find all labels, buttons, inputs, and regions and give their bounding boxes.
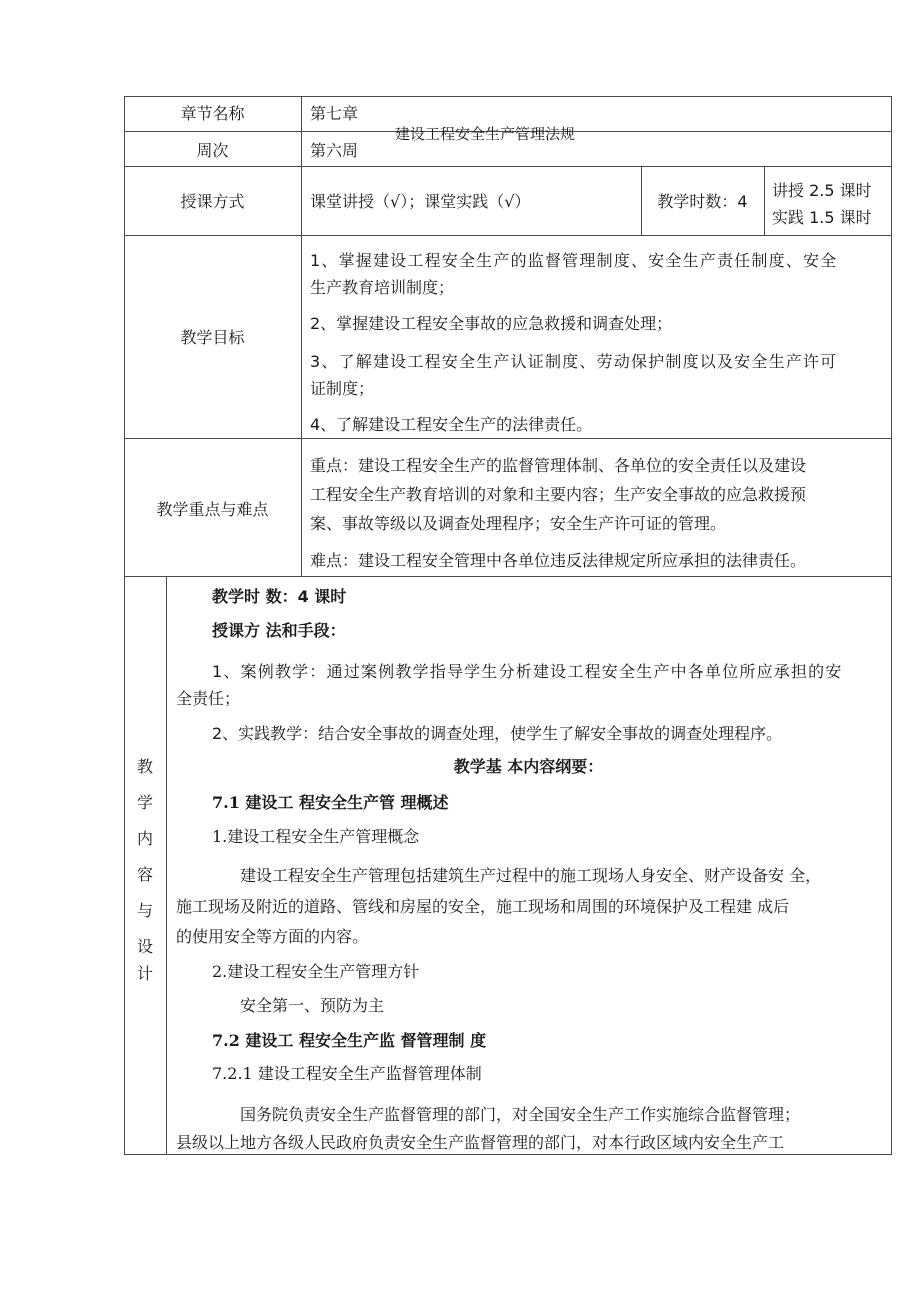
row-divider	[124, 576, 892, 577]
row-divider	[124, 438, 892, 439]
table-border-top	[124, 96, 892, 97]
row-divider	[124, 166, 892, 167]
table-border-left	[124, 96, 125, 1155]
week-value: 第六周	[310, 141, 359, 160]
content-label-char: 内	[136, 829, 153, 848]
section-7-2-title: 7.2 建设工 程安全生产监 督管理制 度	[212, 1031, 487, 1050]
method-label: 授课方式	[180, 192, 245, 211]
key-points-label: 教学重点与难点	[156, 500, 269, 519]
content-label-char: 计	[136, 964, 153, 983]
method-case-cont: 全责任；	[176, 689, 241, 708]
objective-line: 生产教育培训制度；	[310, 278, 455, 297]
objective-line: 4、了解建设工程安全生产的法律责任。	[310, 415, 593, 434]
detail-column-divider	[764, 166, 765, 235]
paragraph-line: 县级以上地方各级人民政府负责安全生产监督管理的部门，对本行政区域内安全生产工	[176, 1133, 785, 1152]
hours-label: 教学时数：4	[657, 192, 748, 211]
key-point-line: 案、事故等级以及调查处理程序；安全生产许可证的管理。	[310, 514, 727, 533]
table-border-bottom	[124, 1154, 892, 1155]
objective-line: 证制度；	[310, 379, 375, 398]
paragraph-line: 建设工程安全生产管理包括建筑生产过程中的施工现场人身安全、财产设备安 全，	[240, 866, 822, 885]
row-divider	[124, 235, 892, 236]
label-column-divider	[301, 96, 302, 576]
outline-title: 教学基 本内容纲要：	[453, 757, 604, 776]
chapter-label: 章节名称	[180, 104, 245, 123]
section-7-1-2: 2.建设工程安全生产管理方针	[212, 962, 420, 981]
method-case: 1、案例教学：通过案例教学指导学生分析建设工程安全生产中各单位所应承担的安	[212, 662, 843, 681]
objectives-label: 教学目标	[180, 328, 245, 347]
chapter-value: 第七章	[310, 104, 359, 123]
hours-lecture: 讲授 2.5 课时	[772, 181, 872, 200]
method-value: 课堂讲授（√）；课堂实践（√）	[310, 192, 531, 211]
difficulty-line: 难点：建设工程安全管理中各单位违反法律规定所应承担的法律责任。	[310, 551, 807, 570]
section-7-2-1: 7.2.1 建设工程安全生产监督管理体制	[212, 1064, 482, 1083]
content-label-char: 教	[136, 757, 153, 776]
content-label-char: 设	[136, 937, 153, 956]
section-7-1-1: 1.建设工程安全生产管理概念	[212, 827, 420, 846]
table-border-right	[891, 96, 892, 1155]
paragraph-line: 的使用安全等方面的内容。	[176, 927, 369, 946]
objective-line: 2、掌握建设工程安全事故的应急救援和调查处理；	[310, 314, 673, 333]
week-label: 周次	[196, 141, 229, 160]
teaching-hours: 教学时 数：4 课时	[212, 587, 347, 606]
paragraph-line: 国务院负责安全生产监督管理的部门，对全国安全生产工作实施综合监督管理；	[240, 1105, 801, 1124]
method-practice: 2、实践教学：结合安全事故的调查处理，使学生了解安全事故的调查处理程序。	[212, 724, 783, 743]
principle-text: 安全第一、预防为主	[240, 996, 385, 1015]
objective-line: 1、掌握建设工程安全生产的监督管理制度、安全生产责任制度、安全	[310, 251, 838, 270]
key-point-line: 工程安全生产教育培训的对象和主要内容；生产安全事故的应急救援预	[310, 485, 807, 504]
section-7-1-title: 7.1 建设工 程安全生产管 理概述	[212, 793, 449, 812]
key-point-line: 重点：建设工程安全生产的监督管理体制、各单位的安全责任以及建设	[310, 456, 807, 475]
content-label-char: 学	[136, 793, 153, 812]
content-label-char: 与	[136, 901, 153, 920]
content-label-divider	[166, 576, 167, 1154]
content-label-char: 容	[136, 865, 153, 884]
paragraph-line: 施工现场及附近的道路、管线和房屋的安全，施工现场和周围的环境保护及工程建 成后	[176, 897, 790, 916]
hours-practice: 实践 1.5 课时	[772, 208, 872, 227]
chapter-title: 建设工程安全生产管理法规	[395, 125, 576, 143]
objective-line: 3、了解建设工程安全生产认证制度、劳动保护制度以及安全生产许可	[310, 352, 838, 371]
methods-title: 授课方 法和手段：	[212, 621, 346, 640]
